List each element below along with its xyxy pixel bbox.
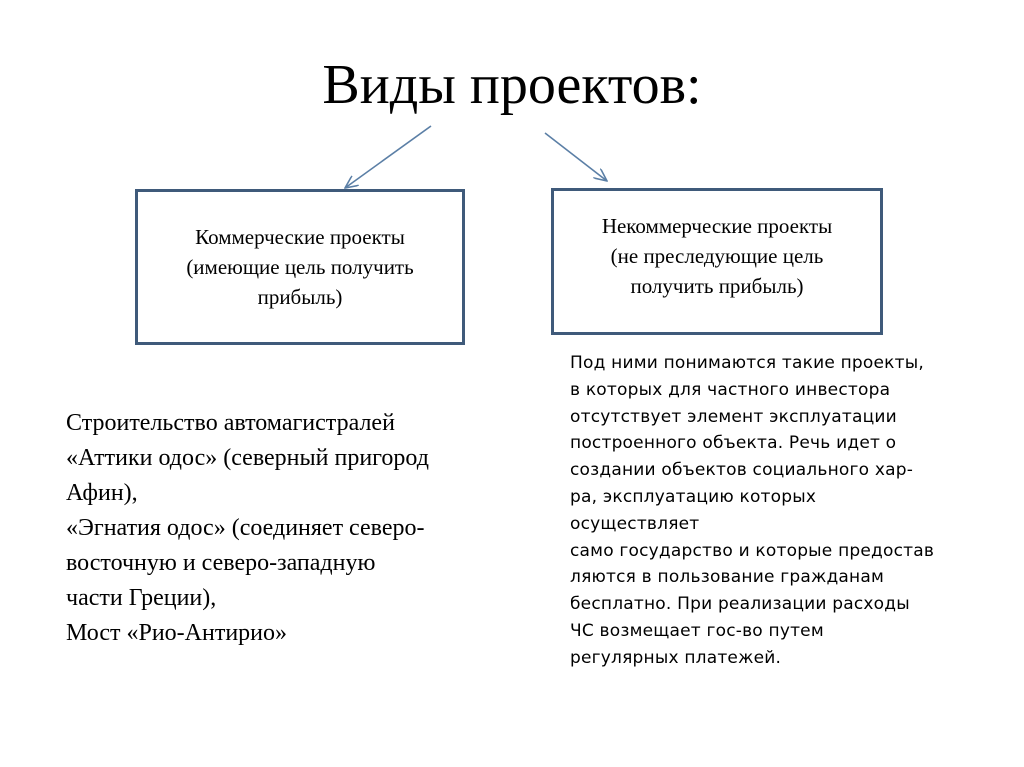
commercial-example-line: Афин), [66, 480, 138, 506]
commercial-box-line: Коммерческие проекты [195, 225, 405, 249]
description-line: регулярных платежей. [570, 647, 782, 668]
description-line: создании объектов социального хар- [570, 460, 914, 481]
commercial-examples-text [66, 406, 506, 651]
commercial-projects-label [186, 222, 413, 312]
description-line: ляются в пользование гражданам [570, 567, 884, 588]
description-line: осуществляет [570, 513, 700, 534]
noncommercial-box-line: (не преследующие цель [610, 243, 824, 268]
description-line: ЧС возмещает гос-во путем [570, 620, 824, 641]
arrow-to-commercial [345, 126, 431, 188]
slide-title: Виды проектов: [322, 54, 702, 116]
description-line: отсутствует элемент эксплуатации [570, 406, 897, 427]
commercial-example-line: Строительство автомагистралей [66, 410, 395, 436]
noncommercial-projects-box [551, 188, 883, 335]
commercial-example-line: «Эгнатия одос» (соединяет северо- [66, 515, 425, 541]
noncommercial-box-line: Некоммерческие проекты [601, 213, 833, 238]
description-line: в которых для частного инвестора [570, 379, 891, 400]
description-line: само государство и которые предостав [570, 540, 935, 561]
noncommercial-projects-label [602, 211, 832, 301]
commercial-example-line: части Греции), [66, 585, 217, 611]
description-line: построенного объекта. Речь идет о [570, 433, 897, 454]
arrow-to-noncommercial [545, 133, 607, 181]
commercial-example-line: восточную и северо-западную [66, 550, 376, 576]
commercial-example-line: «Аттики одос» (северный пригород [66, 445, 429, 471]
commercial-example-line: Мост «Рио-Антирио» [66, 620, 288, 646]
description-line: ра, эксплуатацию которых [570, 486, 817, 507]
commercial-box-line: (имеющие цель получить [186, 255, 414, 279]
description-line: бесплатно. При реализации расходы [570, 594, 910, 615]
noncommercial-box-line: получить прибыль) [630, 273, 804, 298]
commercial-box-line: прибыль) [257, 285, 343, 309]
noncommercial-description-text [570, 350, 990, 672]
description-line: Под ними понимаются такие проекты, [570, 353, 924, 373]
commercial-projects-box [135, 189, 465, 345]
